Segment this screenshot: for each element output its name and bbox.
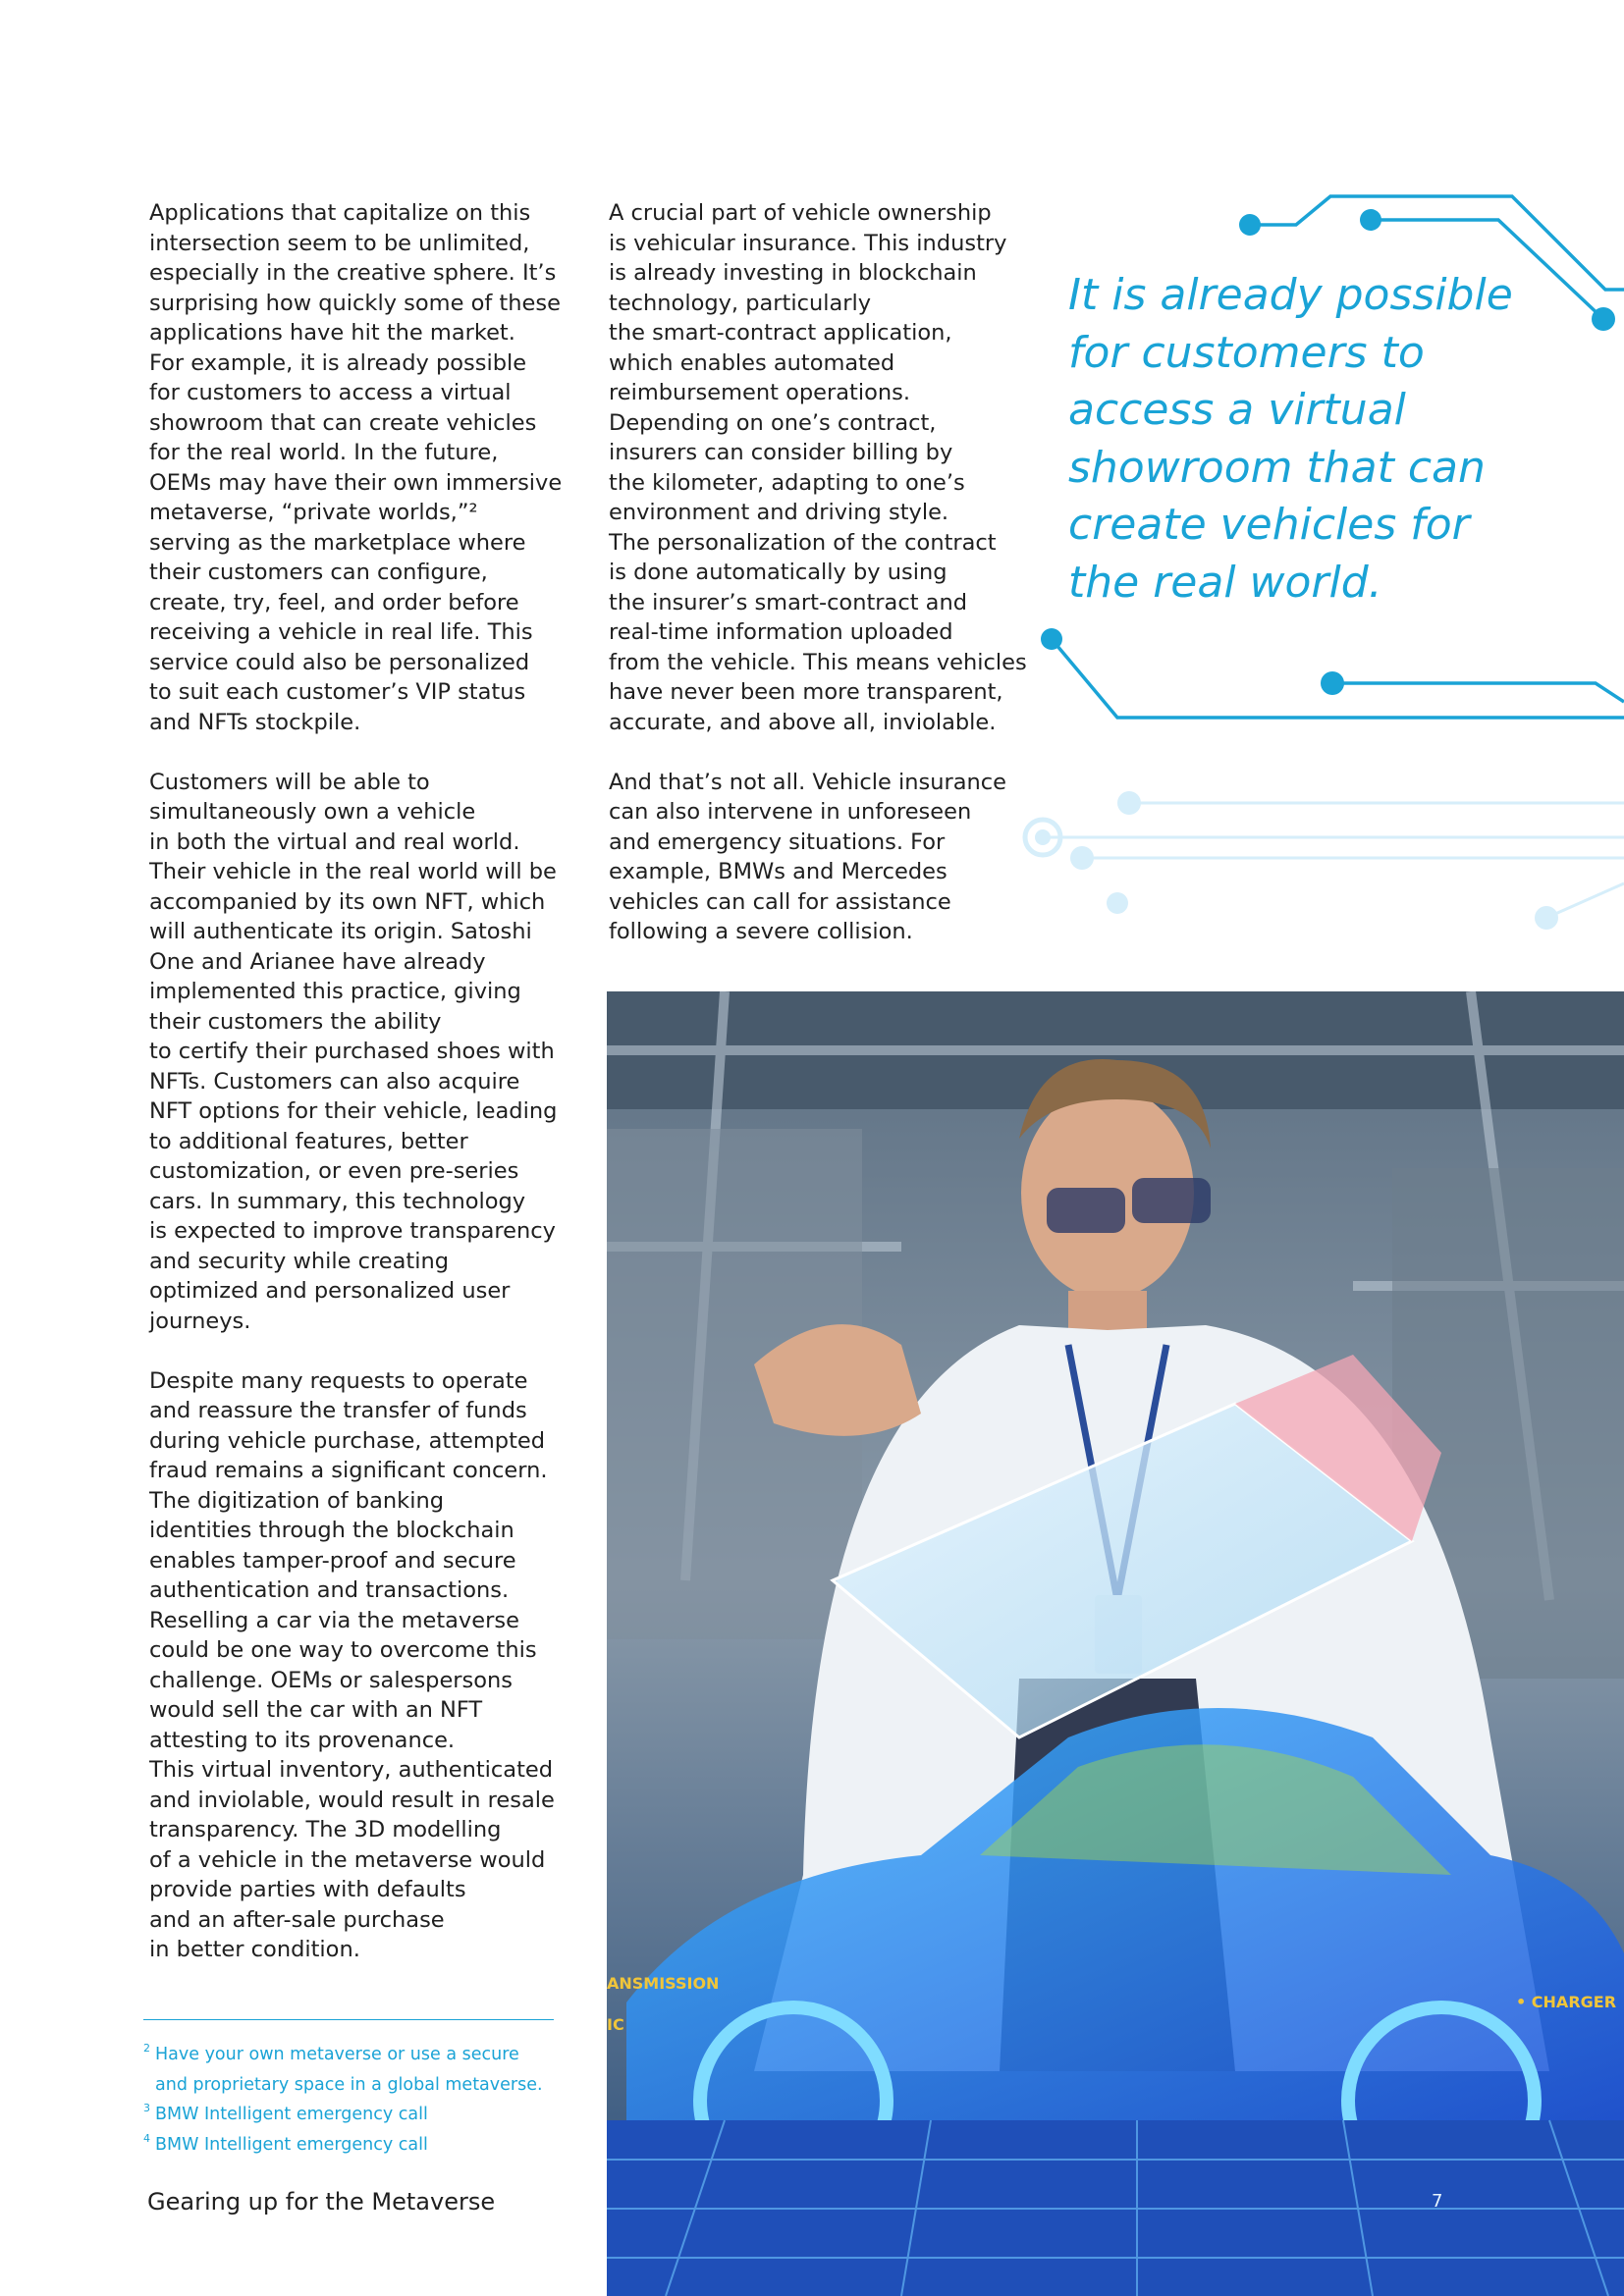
- footnote-4: 4 BMW Intelligent emergency call: [143, 2131, 428, 2155]
- hud-label-transmission: ANSMISSION: [607, 1974, 720, 1993]
- hud-label-charger: • CHARGER: [1516, 1993, 1617, 2011]
- photo-engineer-hologram: [607, 991, 1624, 2296]
- paragraph-nft-ownership: Customers will be able to simultaneously own a vehicle in both the virtual and real world. Their vehicle in the real world will be accompanied by its own NFT, which will authenticate its origin. Satoshi One and Arianee have already implemented this practice, giving their customers the ability to certify their purchased shoes with NFTs. Customers can also acquire NFT options for their vehicle, leading to additional features, better customization, or even pre-series cars. In summary, this technology is expected to improve transparency and security while creating optimized and personalized user journeys.: [149, 769, 558, 1334]
- paragraph-emergency: And that’s not all. Vehicle insurance can also intervene in unforeseen and emergency situations. For example, BMWs and Mercedes vehicles can call for assistance following a severe collision.: [609, 769, 1007, 944]
- paragraph-fraud: Despite many requests to operate and reassure the transfer of funds during vehicle purchase, attempted fraud remains a significant concern. The digitization of banking identities through the blockchain enables tamper-proof and secure authentication and transactions. Reselling a car via the metaverse could be one way to overcome this challenge. OEMs or salespersons would sell the car with an NFT attesting to its provenance. This virtual inventory, authenticated and inviolable, would result in resale transparency. The 3D modelling of a vehicle in the metaverse would provide parties with defaults and an after-sale purchase in better condition.: [149, 1367, 555, 1962]
- footnotes: [143, 2040, 543, 2160]
- article-column-middle: [609, 198, 1027, 977]
- footnote-2-continued: and proprietary space in a global metaverse.: [155, 2074, 543, 2095]
- page-number: 7: [1432, 2191, 1443, 2212]
- article-column-left: [149, 198, 571, 1995]
- footer-title: Gearing up for the Metaverse: [147, 2188, 496, 2216]
- paragraph-insurance: A crucial part of vehicle ownership is vehicular insurance. This industry is already investing in blockchain technology, particularly the smart-contract application, which enables automated reimbursement operations. Depending on one’s contract, insurers can consider billing by the kilometer, adapting to one’s environment and driving style. The personalization of the contract is done automatically by using the insurer’s smart-contract and real-time information uploaded from the vehicle. This means vehicles have never been more transparent, accurate, and above all, inviolable.: [609, 200, 1027, 735]
- footnote-3: 3 BMW Intelligent emergency call: [143, 2102, 428, 2124]
- footnote-2: 2 Have your own metaverse or use a secure: [143, 2042, 519, 2064]
- hud-label-ic: IC: [607, 2015, 624, 2034]
- footnote-divider: [143, 2019, 554, 2020]
- paragraph-marketplace: Applications that capitalize on this intersection seem to be unlimited, especially in the creative sphere. It’s surprising how quickly some of these applications have hit the market. For example, it is already possible for customers to access a virtual showroom that can create vehicles for the real world. In the future, OEMs may have their own immersive metaverse, “private worlds,”² serving as the marketplace where their customers can configure, create, try, feel, and order before receiving a vehicle in real life. This service could also be personalized to suit each customer’s VIP status and NFTs stockpile.: [149, 200, 563, 735]
- pull-quote: It is already possible for customers to access a virtual showroom that can create vehicles for the real world.: [1068, 270, 1513, 608]
